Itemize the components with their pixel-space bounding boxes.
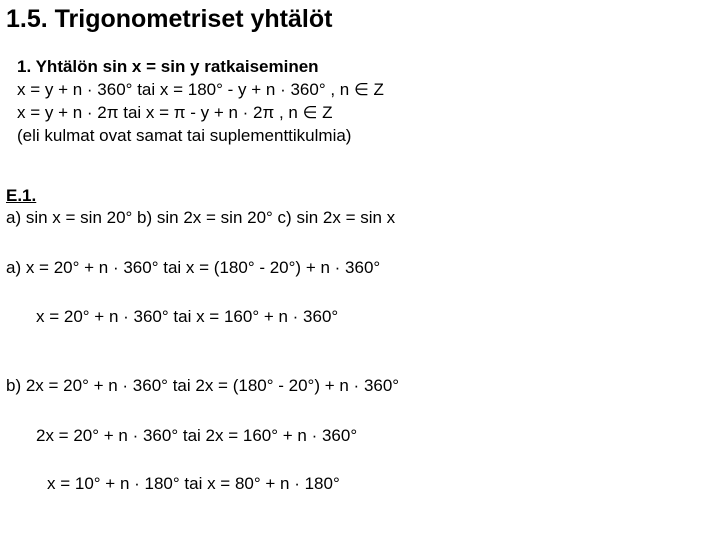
example-tasks: a) sin x = sin 20° b) sin 2x = sin 20° c) sin 2x = sin x (6, 208, 396, 227)
solution-a-line-1: a) x = 20° + n · 360° tai x = (180° - 20°) + n · 360° (6, 258, 381, 277)
page-title: 1.5. Trigonometriset yhtälöt (6, 5, 333, 33)
section-heading: 1. Yhtälön sin x = sin y ratkaiseminen (17, 57, 319, 76)
formula-explanation: (eli kulmat ovat samat tai suplementtikulmia) (17, 126, 352, 145)
solution-b-line-3: x = 10° + n · 180° tai x = 80° + n · 180° (47, 474, 340, 493)
formula-radians: x = y + n · 2π tai x = π - y + n · 2π , n ∈ Z (17, 103, 333, 122)
solution-a-line-2: x = 20° + n · 360° tai x = 160° + n · 360° (36, 307, 339, 326)
formula-degrees: x = y + n · 360° tai x = 180° - y + n · 360° , n ∈ Z (17, 80, 384, 99)
solution-b-line-2: 2x = 20° + n · 360° tai 2x = 160° + n · 360° (36, 426, 358, 445)
solution-b-line-1: b) 2x = 20° + n · 360° tai 2x = (180° - 20°) + n · 360° (6, 376, 400, 395)
example-heading: E.1. (6, 186, 37, 205)
